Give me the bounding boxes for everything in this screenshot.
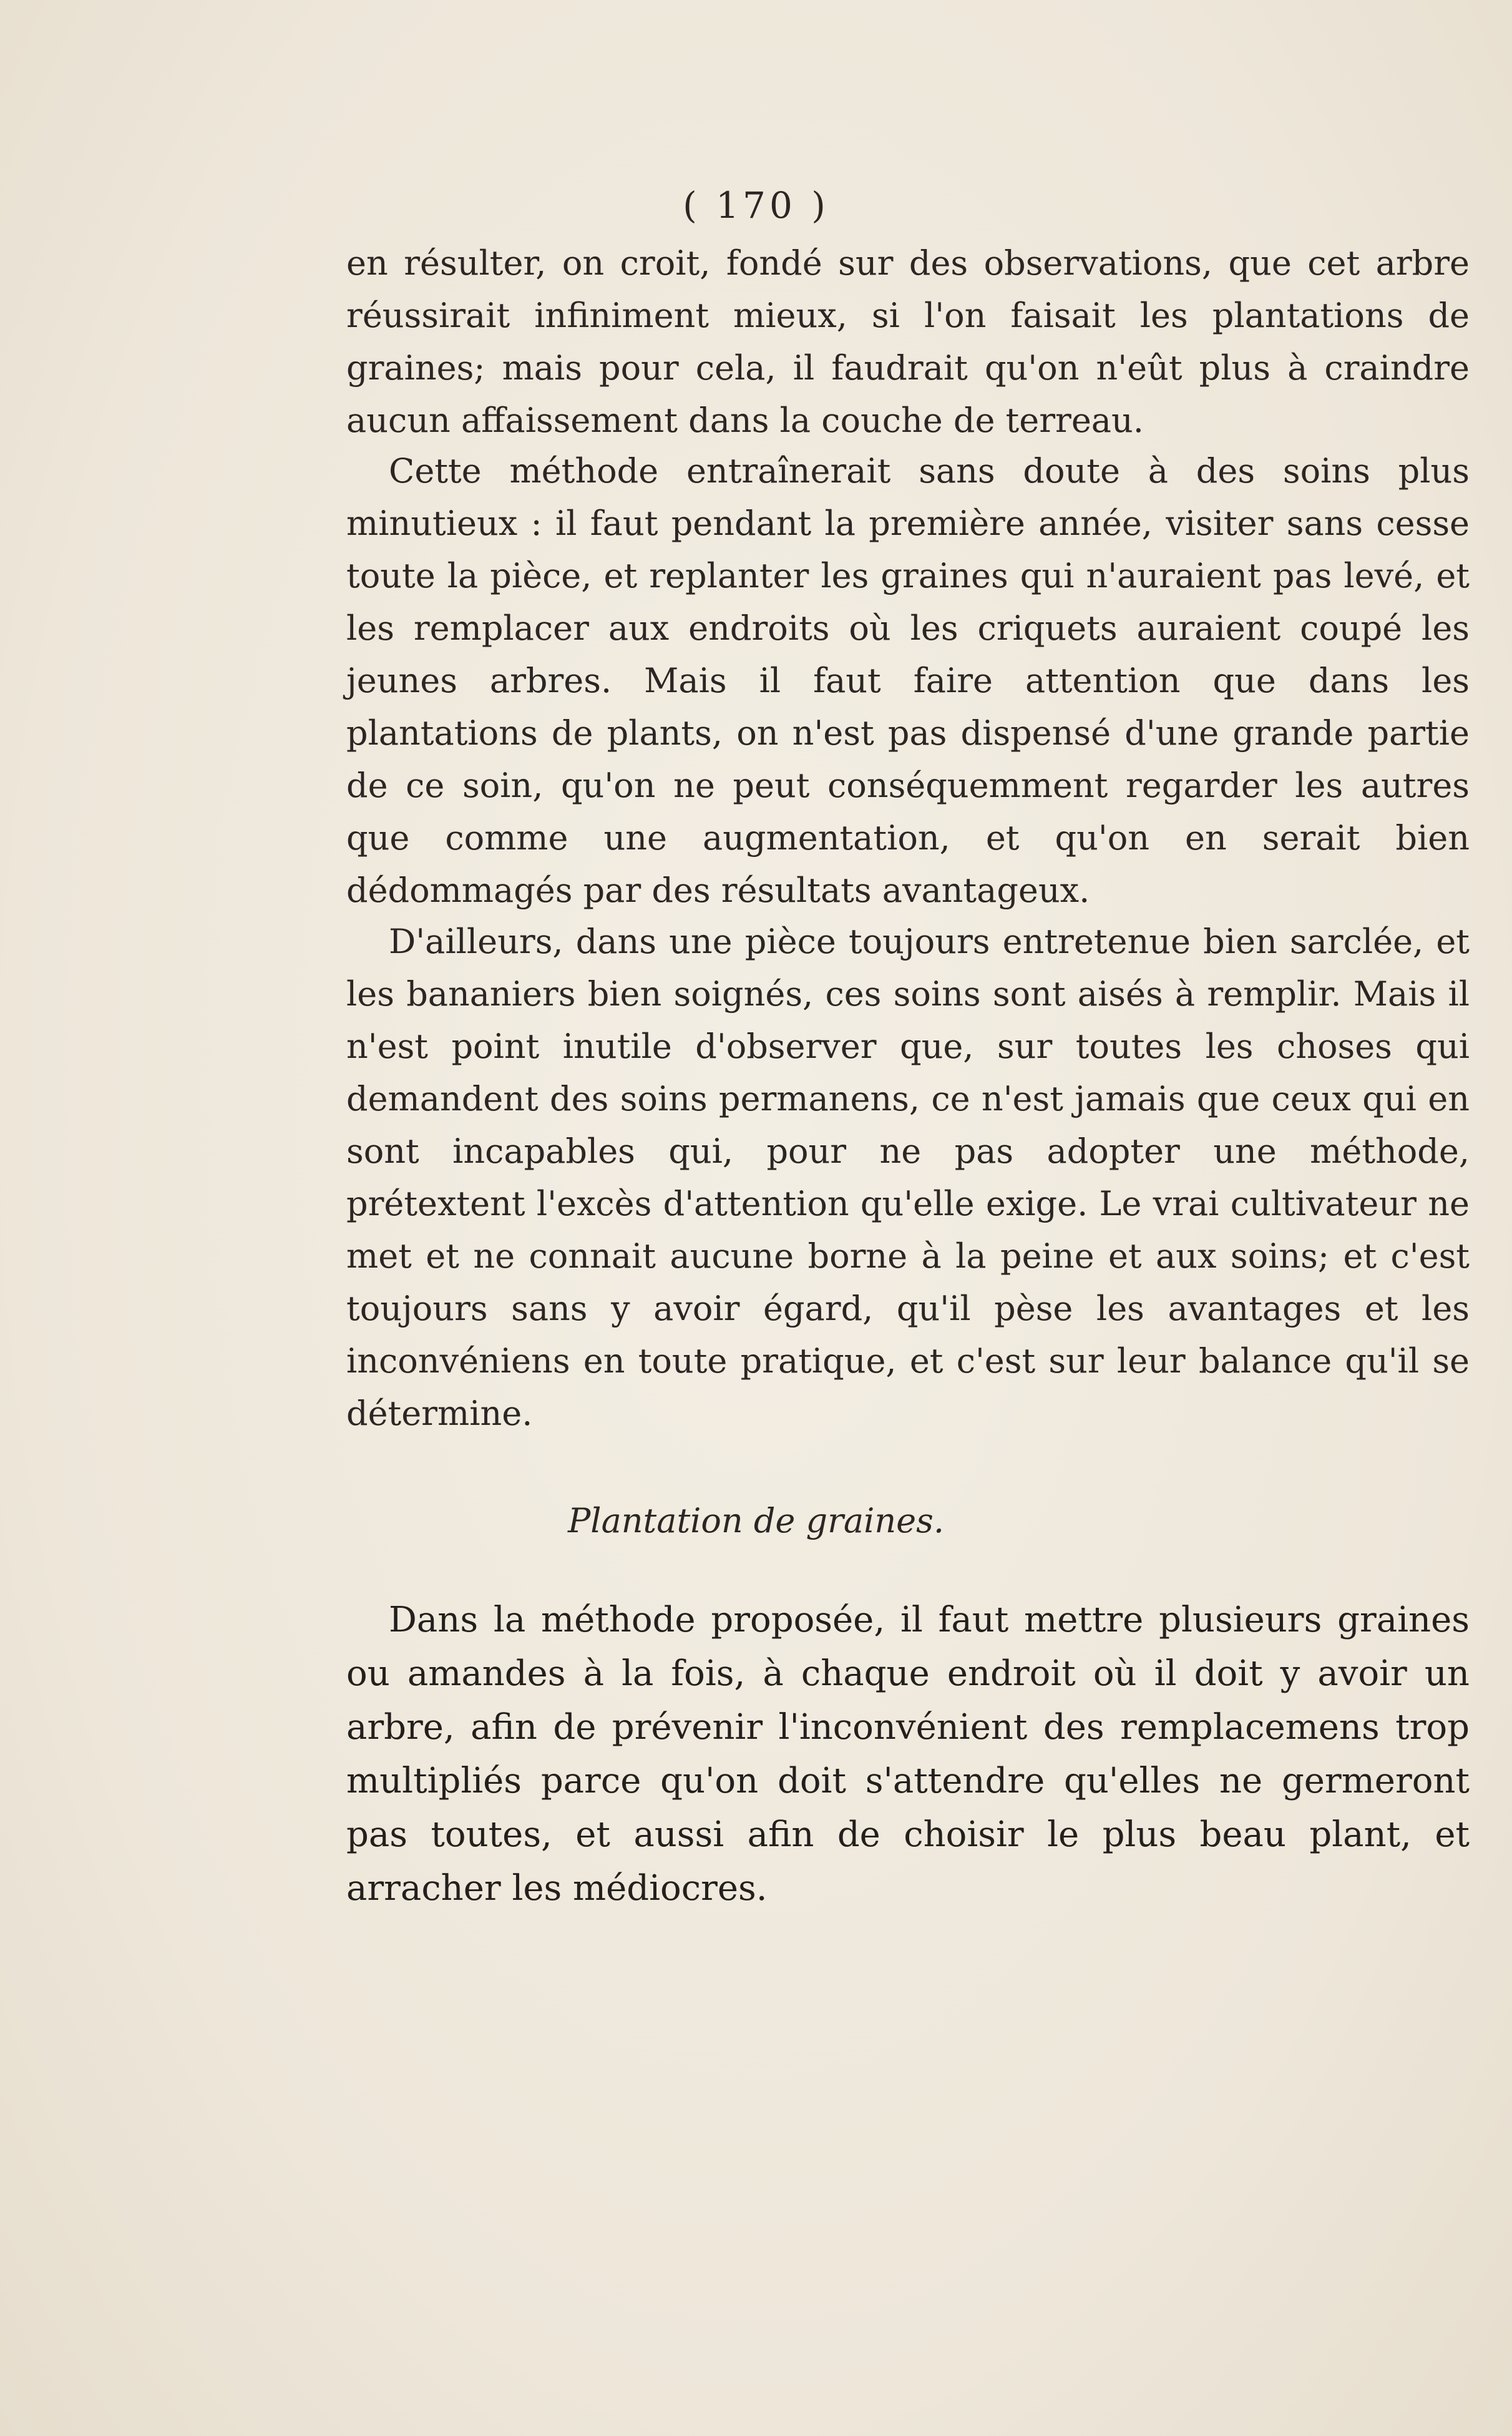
page-number: ( 170 ) bbox=[683, 184, 829, 227]
paragraph-4: Dans la méthode proposée, il faut mettre plusieurs graines ou amandes à la fois, à chaque endroit où il doit y avoir un arbre, afin de prévenir l'inconvénient des remplacemens trop multipliés parce qu'on doit s'attendre qu'elles ne germeront pas toutes, et aussi afin de choisir le plus beau plant, et arracher les médiocres. bbox=[346, 1600, 1470, 1909]
section-heading: Plantation de graines. bbox=[567, 1501, 945, 1540]
paragraph-2: Cette méthode entraînerait sans doute à des soins plus minutieux : il faut pendant la première année, visiter sans cesse toute la pièce, et replanter les graines qui n'auraient pas levé, et les remplacer aux endroits où les criquets auraient coupé les jeunes arbres. Mais il faut faire attention que dans les plantations de plants, on n'est pas dispensé d'une grande partie de ce soin, qu'on ne peut conséquemment regarder les autres que comme une augmentation, et qu'on en serait bien dédommagés par des résultats avantageux. bbox=[346, 451, 1470, 910]
paragraph-1: en résulter, on croit, fondé sur des observations, que cet arbre réussirait infiniment mieux, si l'on faisait les plantations de graines; mais pour cela, il faudrait qu'on n'eût plus à craindre aucun affaissement dans la couche de terreau. bbox=[346, 243, 1470, 440]
paragraph-3: D'ailleurs, dans une pièce toujours entretenue bien sarclée, et les bananiers bien soignés, ces soins sont aisés à remplir. Mais il n'est point inutile d'observer que, sur toutes les choses qui demandent des soins permanens, ce n'est jamais que ceux qui en sont incapables qui, pour ne pas adopter une méthode, prétextent l'excès d'attention qu'elle exige. Le vrai cultivateur ne met et ne connait aucune borne à la peine et aux soins; et c'est toujours sans y avoir égard, qu'il pèse les avantages et les inconvéniens en toute pratique, et c'est sur leur balance qu'il se détermine. bbox=[346, 922, 1470, 1433]
